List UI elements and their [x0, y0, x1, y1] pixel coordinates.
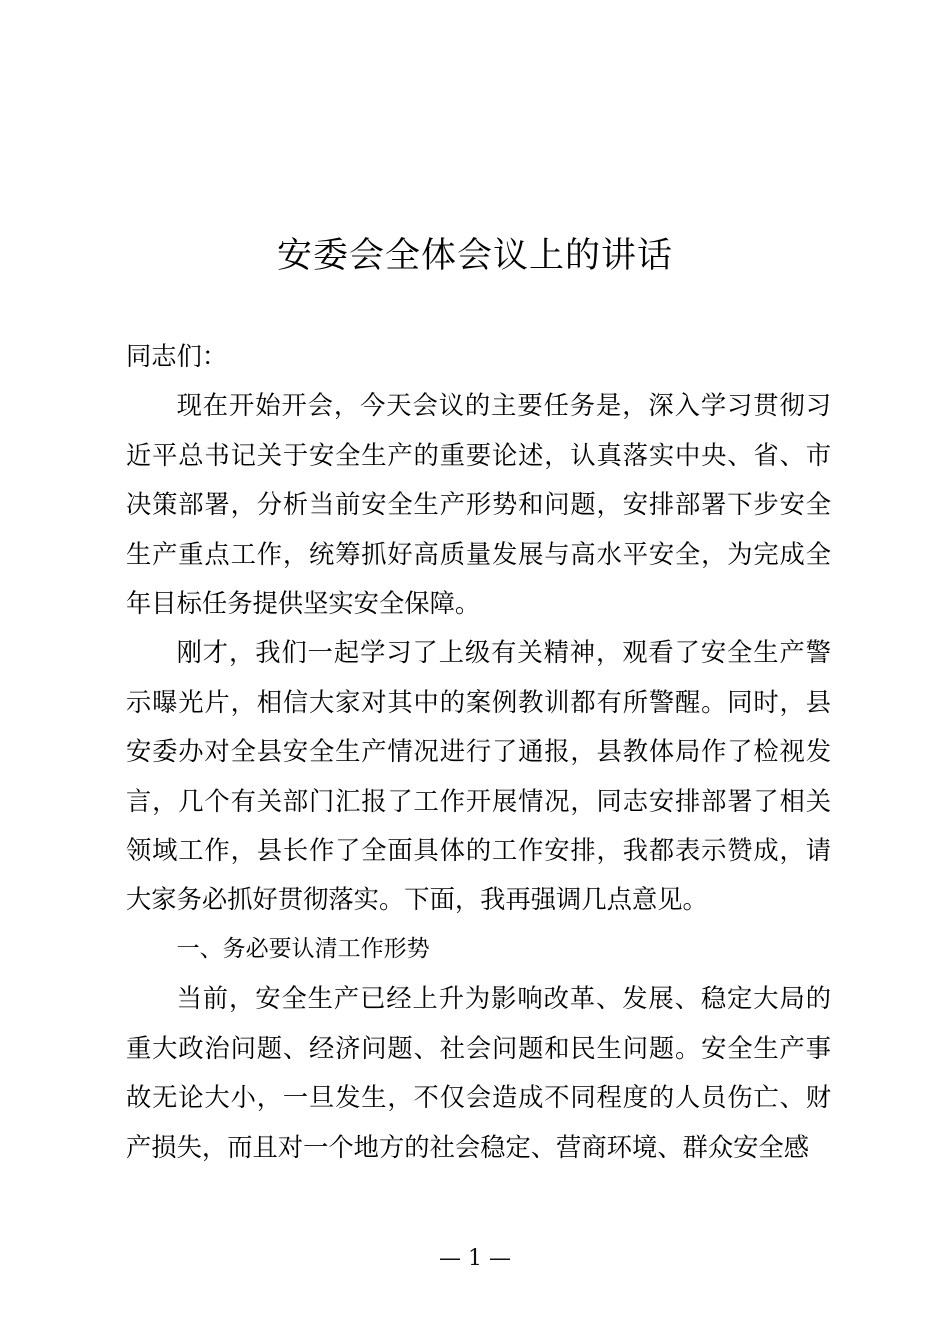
document-body	[126, 332, 831, 1172]
paragraph-review: 刚才，我们一起学习了上级有关精神，观看了安全生产警示曝光片，相信大家对其中的案例教训都有所警醒。同时，县安委办对全县安全生产情况进行了通报，县教体局作了检视发言，几个有关部门汇报了工作开展情况，同志安排部署了相关领域工作，县长作了全面具体的工作安排，我都表示赞成，请大家务必抓好贯彻落实。下面，我再强调几点意见。	[126, 638, 831, 915]
section-heading: 一、务必要认清工作形势	[176, 935, 430, 962]
salutation: 同志们：	[126, 342, 228, 371]
paragraph-situation: 当前，安全生产已经上升为影响改革、发展、稳定大局的重大政治问题、经济问题、社会问题和民生问题。安全生产事故无论大小，一旦发生，不仅会造成不同程度的人员伤亡、财产损失，而且对一个地方的社会稳定、营商环境、群众安全感	[126, 984, 831, 1162]
paragraph-opening: 现在开始开会，今天会议的主要任务是，深入学习贯彻习近平总书记关于安全生产的重要论述，认真落实中央、省、市决策部署，分析当前安全生产形势和问题，安排部署下步安全生产重点工作，统筹抓好高质量发展与高水平安全，为完成全年目标任务提供坚实安全保障。	[126, 391, 831, 619]
page-number: — 1 —	[439, 1246, 511, 1271]
document-title: 安委会全体会议上的讲话	[276, 236, 673, 276]
